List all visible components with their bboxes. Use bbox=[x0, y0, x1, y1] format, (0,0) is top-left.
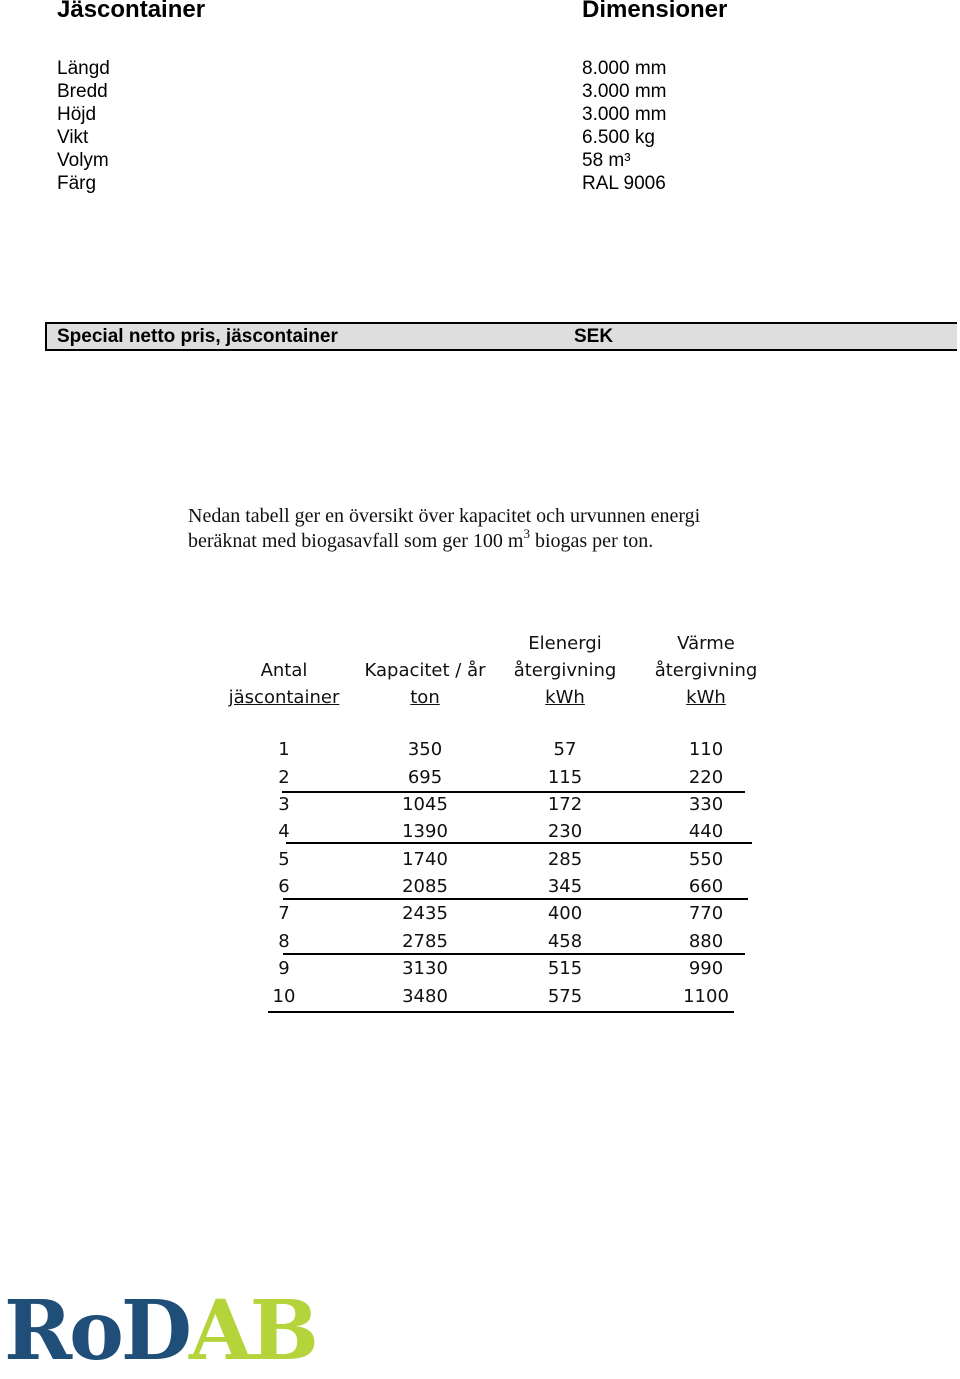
header-antal bbox=[229, 657, 340, 711]
cell: 10 bbox=[272, 986, 296, 1007]
cell: 172 bbox=[547, 794, 583, 815]
cell: 1390 bbox=[402, 821, 448, 842]
header-capacity bbox=[365, 657, 486, 711]
intro-line-2-tail: biogas per ton. bbox=[529, 530, 654, 552]
cell: 880 bbox=[688, 931, 724, 952]
intro-line-2-text: beräknat med biogasavfall som ger 100 m bbox=[188, 530, 524, 552]
cell: 2435 bbox=[402, 903, 448, 924]
cell: 220 bbox=[688, 767, 724, 788]
intro-paragraph bbox=[188, 504, 808, 554]
cell: 458 bbox=[547, 931, 583, 952]
cell: 4 bbox=[278, 821, 290, 842]
cell: 57 bbox=[553, 739, 577, 760]
intro-line-1: Nedan tabell ger en översikt över kapacitet och urvunnen energi bbox=[188, 505, 701, 527]
header-heat-line-1: Värme bbox=[677, 633, 735, 654]
spec-value-color: RAL 9006 bbox=[582, 173, 666, 194]
row-divider bbox=[283, 953, 745, 955]
intro-line-2 bbox=[188, 526, 808, 554]
row-divider bbox=[286, 842, 752, 844]
cell: 115 bbox=[547, 767, 583, 788]
spec-label-height: Höjd bbox=[57, 104, 97, 125]
cell: 9 bbox=[278, 958, 290, 979]
cell: 770 bbox=[688, 903, 724, 924]
row-divider bbox=[282, 791, 745, 793]
cell: 8 bbox=[278, 931, 290, 952]
cell: 515 bbox=[547, 958, 583, 979]
cell: 400 bbox=[547, 903, 583, 924]
logo-text-light: AB bbox=[188, 1283, 316, 1379]
spec-value-weight: 6.500 kg bbox=[582, 127, 655, 148]
header-heat bbox=[655, 630, 758, 711]
cell: 2 bbox=[278, 767, 290, 788]
spec-label-color: Färg bbox=[57, 173, 97, 194]
header-antal-line-2: jäscontainer bbox=[228, 687, 340, 708]
table-bottom-rule bbox=[268, 1011, 734, 1013]
cell: 990 bbox=[688, 958, 724, 979]
cell: 550 bbox=[688, 849, 724, 870]
spec-label-weight: Vikt bbox=[57, 127, 89, 148]
header-electricity-line-3: kWh bbox=[545, 687, 585, 708]
cell: 1100 bbox=[683, 986, 729, 1007]
intro-superscript: 3 bbox=[523, 526, 530, 541]
cell: 3130 bbox=[402, 958, 448, 979]
cell: 440 bbox=[688, 821, 724, 842]
spec-label-width: Bredd bbox=[57, 81, 108, 102]
price-label: Special netto pris, jäscontainer bbox=[57, 326, 338, 347]
price-currency: SEK bbox=[574, 326, 614, 347]
spec-value-volume: 58 m³ bbox=[582, 150, 631, 171]
header-electricity-line-2: återgivning bbox=[513, 660, 617, 681]
header-electricity-line-1: Elenergi bbox=[528, 633, 602, 654]
price-bar bbox=[45, 322, 957, 351]
header-antal-line-1: Antal bbox=[260, 660, 308, 681]
cell: 2085 bbox=[402, 876, 448, 897]
cell: 660 bbox=[688, 876, 724, 897]
row-divider bbox=[283, 898, 748, 900]
spec-value-height: 3.000 mm bbox=[582, 104, 667, 125]
header-capacity-line-2: ton bbox=[410, 687, 440, 708]
logo-text-dark: RoD bbox=[4, 1283, 189, 1379]
header-heat-line-3: kWh bbox=[686, 687, 726, 708]
page-title: Jäscontainer bbox=[57, 0, 206, 23]
cell: 3 bbox=[278, 794, 290, 815]
dimensions-heading: Dimensioner bbox=[582, 0, 728, 23]
header-heat-line-2: återgivning bbox=[654, 660, 758, 681]
spec-value-width: 3.000 mm bbox=[582, 81, 667, 102]
cell: 3480 bbox=[402, 986, 448, 1007]
cell: 7 bbox=[278, 903, 290, 924]
cell: 330 bbox=[688, 794, 724, 815]
cell: 695 bbox=[407, 767, 443, 788]
spec-label-volume: Volym bbox=[57, 150, 109, 171]
cell: 1 bbox=[278, 739, 290, 760]
cell: 110 bbox=[688, 739, 724, 760]
cell: 350 bbox=[407, 739, 443, 760]
cell: 6 bbox=[278, 876, 290, 897]
spec-label-length: Längd bbox=[57, 58, 110, 79]
cell: 1045 bbox=[402, 794, 448, 815]
header-electricity bbox=[514, 630, 617, 711]
cell: 230 bbox=[547, 821, 583, 842]
header-capacity-line-1: Kapacitet / år bbox=[364, 660, 486, 681]
cell: 285 bbox=[547, 849, 583, 870]
spec-value-length: 8.000 mm bbox=[582, 58, 667, 79]
cell: 5 bbox=[278, 849, 290, 870]
cell: 345 bbox=[547, 876, 583, 897]
cell: 1740 bbox=[402, 849, 448, 870]
cell: 2785 bbox=[402, 931, 448, 952]
cell: 575 bbox=[547, 986, 583, 1007]
